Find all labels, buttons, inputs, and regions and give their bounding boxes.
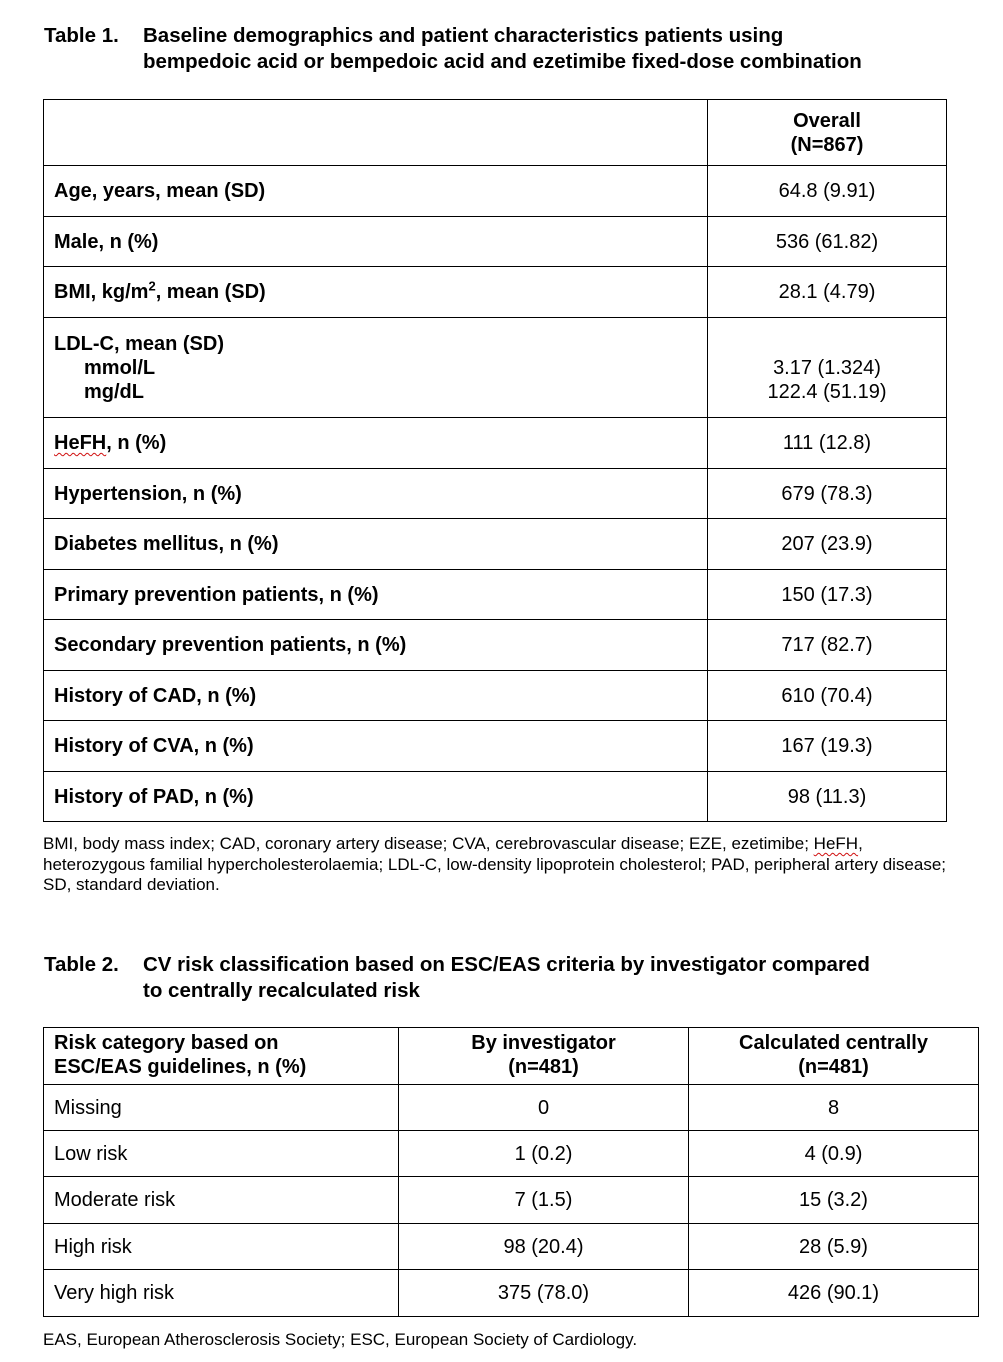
header-central-n: (n=481) [798, 1056, 869, 1078]
table-row [44, 1131, 979, 1177]
table1-footnote [43, 834, 953, 896]
table-row [44, 166, 947, 217]
row-label: Low risk [44, 1131, 399, 1177]
row-value: 150 (17.3) [708, 570, 947, 620]
table-row [44, 217, 947, 267]
ldl-mmol-label: mmol/L [84, 356, 156, 379]
ldl-mgdl-label: mg/dL [84, 380, 144, 403]
header-central-cell [689, 1028, 979, 1085]
row-value: 536 (61.82) [708, 217, 947, 267]
table-header-row [44, 100, 947, 166]
central-value: 4 (0.9) [689, 1131, 979, 1177]
investigator-value: 7 (1.5) [399, 1177, 689, 1224]
table-row [44, 1177, 979, 1224]
row-value: 167 (19.3) [708, 721, 947, 772]
table2-caption-line2: to centrally recalculated risk [143, 979, 420, 1002]
table-header-row [44, 1028, 979, 1085]
table2-caption-line1: CV risk classification based on ESC/EAS criteria by investigator compared [143, 953, 870, 976]
row-label: History of CAD, n (%) [44, 671, 708, 721]
row-label: Very high risk [44, 1270, 399, 1317]
row-label: Missing [44, 1085, 399, 1131]
row-value: 28.1 (4.79) [708, 267, 947, 318]
ldl-label: LDL-C, mean (SD) [54, 332, 224, 355]
row-value: 111 (12.8) [708, 418, 947, 469]
bmi-superscript: 2 [148, 278, 156, 294]
table1-caption-title [143, 23, 862, 75]
table-row [44, 1085, 979, 1131]
header-blank-cell [44, 100, 708, 166]
footnote-part2: , heterozygous familial hypercholesterolaemia; LDL-C, low-density lipoprotein cholesterol; PAD, peripheral artery disease; SD, standard deviation. [43, 834, 947, 894]
central-value: 426 (90.1) [689, 1270, 979, 1317]
row-value: 64.8 (9.91) [708, 166, 947, 217]
header-overall-label: Overall [793, 109, 861, 132]
row-value: 679 (78.3) [708, 469, 947, 519]
footnote-part1: BMI, body mass index; CAD, coronary artery disease; CVA, cerebrovascular disease; EZE, ezetimibe; [43, 834, 814, 853]
investigator-value: 98 (20.4) [399, 1224, 689, 1270]
row-label: History of CVA, n (%) [44, 721, 708, 772]
table1-caption-number: Table 1. [44, 24, 119, 47]
baseline-demographics-table [43, 99, 947, 822]
header-risk-category-cell [44, 1028, 399, 1085]
central-value: 28 (5.9) [689, 1224, 979, 1270]
header-investigator-label: By investigator [471, 1032, 616, 1054]
hefh-abbr: HeFH [54, 432, 107, 454]
header-investigator-cell [399, 1028, 689, 1085]
table-row [44, 721, 947, 772]
table1-caption-line2: bempedoic acid or bempedoic acid and ezetimibe fixed-dose combination [143, 50, 862, 73]
table-row [44, 1224, 979, 1270]
header-central-label: Calculated centrally [739, 1032, 928, 1054]
bmi-label: BMI, kg/m [54, 281, 149, 303]
table-row [44, 772, 947, 822]
central-value: 15 (3.2) [689, 1177, 979, 1224]
central-value: 8 [689, 1085, 979, 1131]
table-row [44, 620, 947, 671]
ldl-mgdl-value: 122.4 (51.19) [767, 380, 887, 403]
investigator-value: 375 (78.0) [399, 1270, 689, 1317]
table2-caption-number: Table 2. [44, 953, 119, 976]
table-row [44, 519, 947, 570]
row-label [44, 318, 708, 418]
row-label: History of PAD, n (%) [44, 772, 708, 822]
table-row [44, 469, 947, 519]
hefh-label-suffix: , n (%) [106, 432, 167, 454]
bmi-label-suffix: , mean (SD) [155, 281, 266, 303]
row-label: Primary prevention patients, n (%) [44, 570, 708, 620]
header-overall-cell [708, 100, 947, 166]
header-overall-n: (N=867) [790, 133, 864, 156]
row-label: High risk [44, 1224, 399, 1270]
row-value: 207 (23.9) [708, 519, 947, 570]
footnote-hefh-abbr: HeFH [813, 834, 859, 853]
header-risk-label-line2: ESC/EAS guidelines, n (%) [54, 1056, 307, 1078]
header-risk-label-line1: Risk category based on [54, 1032, 279, 1054]
ldl-mmol-value: 3.17 (1.324) [773, 356, 881, 379]
investigator-value: 1 (0.2) [399, 1131, 689, 1177]
row-value: 717 (82.7) [708, 620, 947, 671]
row-label: Male, n (%) [44, 217, 708, 267]
header-investigator-n: (n=481) [508, 1056, 579, 1078]
table-row [44, 671, 947, 721]
table-row [44, 570, 947, 620]
investigator-value: 0 [399, 1085, 689, 1131]
row-label: Diabetes mellitus, n (%) [44, 519, 708, 570]
row-value [708, 318, 947, 418]
table-row [44, 318, 947, 418]
row-value: 610 (70.4) [708, 671, 947, 721]
table-row [44, 418, 947, 469]
table-row [44, 267, 947, 318]
row-value: 98 (11.3) [708, 772, 947, 822]
row-label: Moderate risk [44, 1177, 399, 1224]
table1-caption-line1: Baseline demographics and patient characteristics patients using [143, 24, 784, 47]
row-label [44, 267, 708, 318]
row-label [44, 418, 708, 469]
table2-footnote: EAS, European Atherosclerosis Society; ESC, European Society of Cardiology. [43, 1330, 638, 1349]
row-label: Secondary prevention patients, n (%) [44, 620, 708, 671]
table2-caption-title [143, 952, 870, 1004]
cv-risk-classification-table [43, 1027, 979, 1317]
row-label: Age, years, mean (SD) [44, 166, 708, 217]
table-row [44, 1270, 979, 1317]
row-label: Hypertension, n (%) [44, 469, 708, 519]
